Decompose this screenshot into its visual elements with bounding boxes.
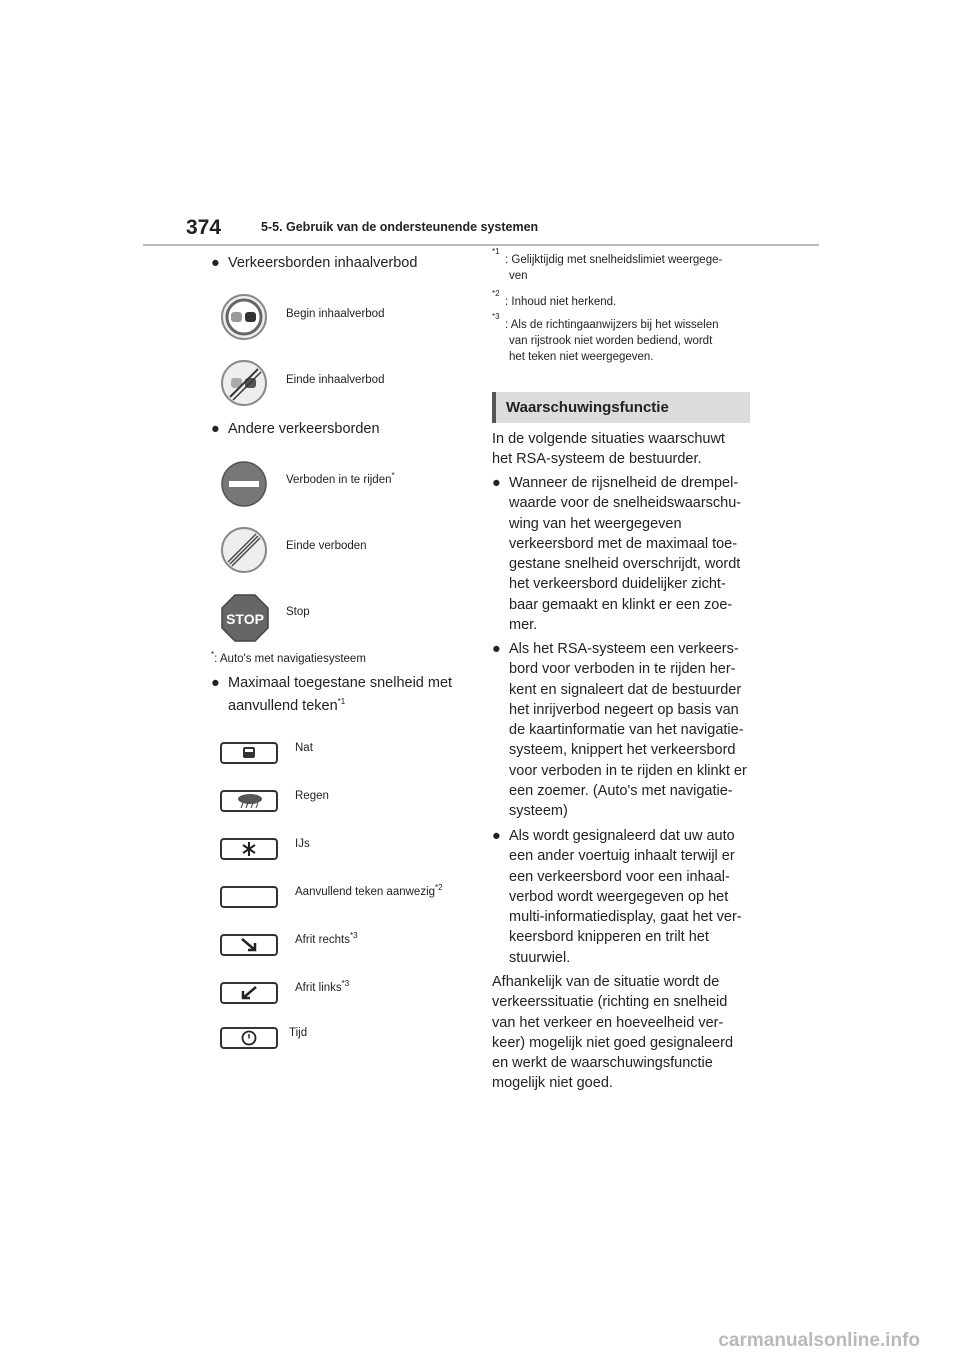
end-restriction-sign-icon (221, 527, 267, 573)
footnote-3: *3 : Als de richtingaanwijzers bij het wisselen van rijstrook niet worden bediend, wordt het teken niet weergegeven. (492, 312, 719, 363)
bullet-icon: ● (211, 421, 220, 437)
bullet-icon: ● (211, 675, 220, 691)
bullet-icon: ● (492, 641, 501, 657)
svg-text:STOP: STOP (226, 611, 264, 627)
sign-label: Stop (286, 606, 310, 618)
footnote-2: *2 : Inhoud niet herkend. (492, 289, 617, 308)
arrow-down-right-icon (222, 936, 276, 954)
no-entry-sign-icon (221, 461, 267, 507)
section-title: 5-5. Gebruik van de ondersteunende systemen (261, 220, 539, 234)
bullet-icon: ● (492, 828, 501, 844)
plate-label: Tijd (289, 1027, 308, 1039)
plate-label: Afrit rechts$^{*3}$ (295, 931, 358, 946)
ice-plate (220, 838, 278, 860)
nav-footnote: *: Auto's met navigatiesysteem (211, 650, 366, 665)
empty-plate (220, 886, 278, 908)
clock-icon (222, 1029, 276, 1047)
exit-left-plate (220, 982, 278, 1004)
snowflake-icon (222, 840, 276, 858)
watermark: carmanualsonline.info (718, 1330, 920, 1351)
car-skid-icon (222, 744, 276, 762)
exit-right-plate (220, 934, 278, 956)
time-plate (220, 1027, 278, 1049)
section-header: Waarschuwingsfunctie (492, 392, 750, 423)
no-overtaking-sign-icon (221, 294, 267, 340)
sign-label: Einde verboden (286, 540, 367, 552)
bullet-icon: ● (211, 255, 220, 271)
sign-label: Begin inhaalverbod (286, 308, 385, 320)
bullet-2: ● Als het RSA-systeem een verkeers- bord voor verboden in te rijden her- kent en signaleert dat de bestuurder het inrijverbod negeert op basis van de kaartinformatie van het navigatie- systeem, knippert het verkeersbord voor verboden in te rijden en klinkt er een zoemer. (Auto's met navigatie- systeem) (492, 641, 747, 820)
sign-label: Einde inhaalverbod (286, 374, 385, 386)
max-speed-heading: ● Maximaal toegestane snelheid met aanvullend teken$^{*1}$ (211, 675, 453, 714)
plate-label: Regen (295, 790, 329, 802)
plate-label: Aanvullend teken aanwezig$^{*2}$ (295, 883, 443, 898)
arrow-down-left-icon (222, 984, 276, 1002)
sign-label: Verboden in te rijden* (286, 471, 395, 486)
rain-plate (220, 790, 278, 812)
bullet-icon: ● (492, 475, 501, 491)
closing-paragraph: Afhankelijk van de situatie wordt de verkeerssituatie (richting en snelheid van het verkeer en hoeveelheid ver- keer) mogelijk niet goed gesignaleerd en werkt de waarschuwingsfunctie mogelijk niet goed. (492, 974, 734, 1092)
rain-cloud-icon (222, 792, 276, 810)
bullet-3: ● Als wordt gesignaleerd dat uw auto een ander voertuig inhaalt terwijl er een verkeersbord voor een inhaal- verbod wordt weergegeven op het multi-informatiedisplay, gaat het ver- keersbord knipperen en trilt het stuurwiel. (492, 828, 742, 966)
footnote-1: *1 : Gelijktijdig met snelheidslimiet weergege- ven (492, 247, 723, 282)
header-rule (143, 244, 819, 246)
end-no-overtaking-sign-icon (221, 360, 267, 406)
plate-label: Afrit links$^{*3}$ (295, 979, 350, 994)
wet-plate (220, 742, 278, 764)
stop-sign-icon (221, 594, 269, 642)
page-number: 374 (186, 216, 222, 239)
intro-paragraph: In de volgende situaties waarschuwt het RSA-systeem de bestuurder. (492, 431, 725, 468)
plate-label: Nat (295, 742, 313, 754)
plate-label: IJs (295, 838, 310, 850)
bullet-1: ● Wanneer de rijsnelheid de drempel- waarde voor de snelheidswaarschu- wing van het weergegeven verkeersbord met de maximaal toe- gestane snelheid overschrijdt, wordt het verkeersbord duidelijker zicht- baar gemaakt en klinkt er een zoe- mer. (492, 475, 742, 634)
